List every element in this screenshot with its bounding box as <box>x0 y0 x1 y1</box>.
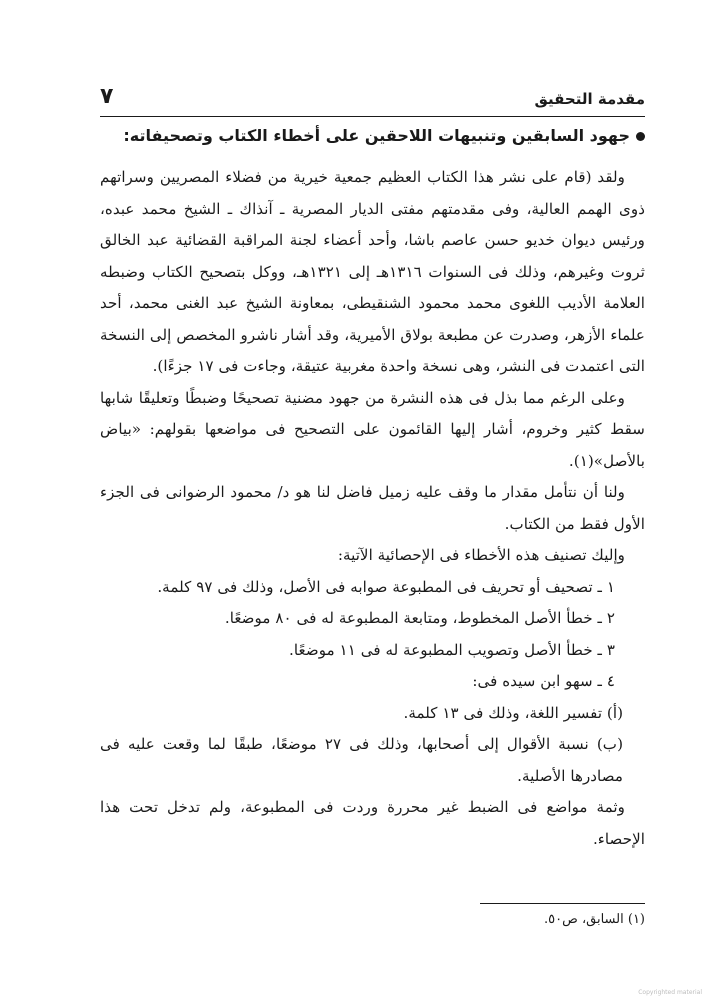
paragraph-closing: وثمة مواضع فى الضبط غير محررة وردت فى المطبوعة، ولم تدخل تحت هذا الإحصاء. <box>100 798 645 848</box>
bullet-icon <box>636 132 645 141</box>
section-heading-text: جهود السابقين وتنبيهات اللاحقين على أخطاء الكتاب وتصحيفاته: <box>123 126 630 145</box>
paragraph-statistics-intro: وإليك تصنيف هذه الأخطاء فى الإحصائية الآتية: <box>337 546 625 564</box>
page-header <box>100 84 645 117</box>
section-heading <box>100 126 645 145</box>
page-number: ٧ <box>100 84 114 109</box>
list-item: ٣ ـ خطأ الأصل وتصويب المطبوعة له فى ١١ موضعًا. <box>289 640 615 659</box>
sub-list-item: (ب) نسبة الأقوال إلى أصحابها، وذلك فى ٢٧ موضعًا، طبقًا لما وقعت عليه فى مصادرها الأصلية. <box>100 735 623 785</box>
paragraph-errors: وعلى الرغم مما بذل فى هذه النشرة من جهود مضنية تصحيحًا وضبطًا وتعليقًا شابها سقط كثير وخروم، أشار إليها القائمون على التصحيح فى مواضعها بقولهم: «بياض بالأصل»(١). <box>100 388 645 470</box>
footnote: (١) السابق، ص٥٠. <box>543 912 645 927</box>
body-text <box>100 162 645 855</box>
copyright-watermark: Copyrighted material <box>638 989 702 996</box>
running-title: مقدمة التحقيق <box>534 90 645 108</box>
paragraph-colleague: ولنا أن نتأمل مقدار ما وقف عليه زميل فاضل لنا هو د/ محمود الرضوانى فى الجزء الأول فقط من الكتاب. <box>100 483 645 533</box>
list-item: ١ ـ تصحيف أو تحريف فى المطبوعة صوابه فى الأصل، وذلك فى ٩٧ كلمة. <box>157 577 615 596</box>
footnote-divider <box>480 903 645 904</box>
list-item: ٤ ـ سهو ابن سيده فى: <box>472 672 615 690</box>
sub-list-item: (أ) تفسير اللغة، وذلك فى ١٣ كلمة. <box>403 703 623 722</box>
paragraph-intro: ولقد (قام على نشر هذا الكتاب العظيم جمعية خيرية من فضلاء المصريين وسراتهم ذوى الهمم العالية، وفى مقدمتهم مفتى الديار المصرية ـ آنذاك ـ الشيخ محمد عبده، ورئيس ديوان خديو حسن عاصم باشا، وأحد أعضاء لجنة المراقبة القضائية عبد الخالق ثروت وغيرهم، وذلك فى السنوات ١٣١٦هـ إلى ١٣٢١هـ، ووكل بتصحيح الكتاب وضبطه العلامة الأديب اللغوى محمد محمود الشنقيطى، بمعاونة الشيخ عبد الغنى محمد، أحد علماء الأزهر، وصدرت عن مطبعة بولاق الأميرية، وقد أشار ناشرو المخصص إلى النسخة التى اعتمدت فى النشر، وهى نسخة واحدة مغربية عتيقة، وجاءت فى ١٧ جزءًا). <box>100 168 645 375</box>
list-item: ٢ ـ خطأ الأصل المخطوط، ومتابعة المطبوعة له فى ٨٠ موضعًا. <box>224 609 615 627</box>
